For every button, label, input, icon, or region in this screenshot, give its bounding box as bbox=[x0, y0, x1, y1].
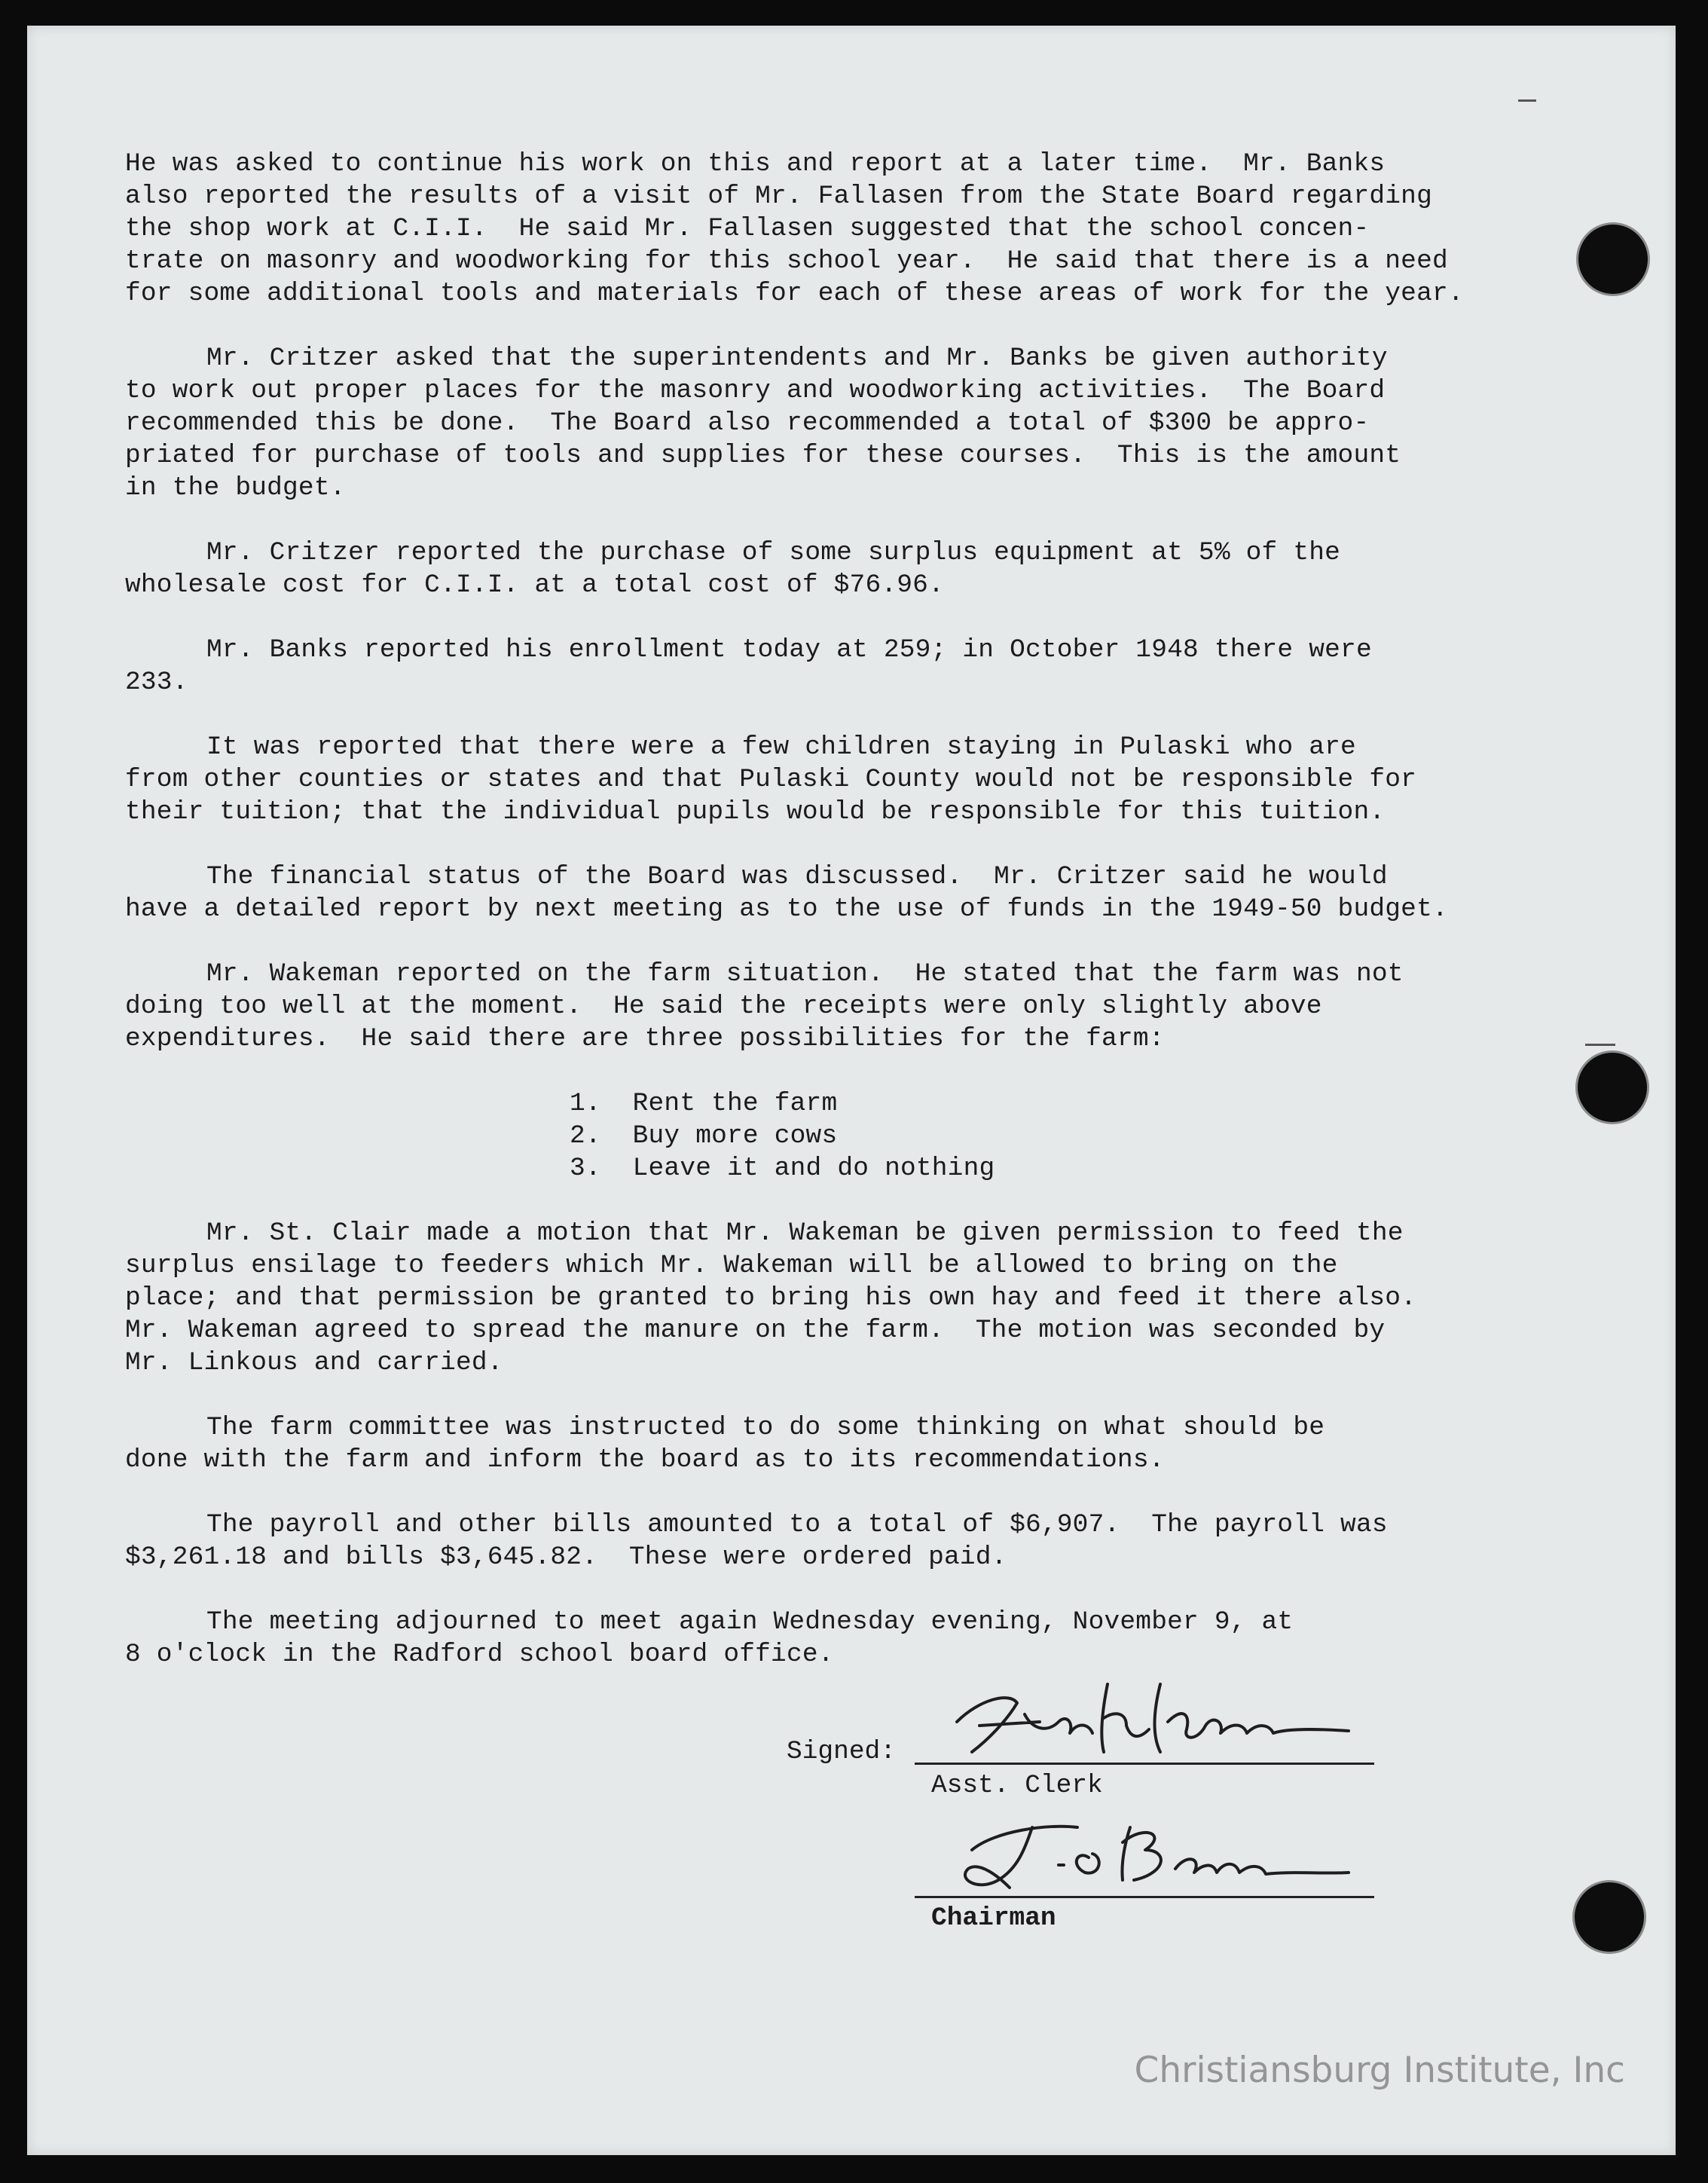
paragraph bbox=[125, 342, 1541, 504]
watermark: Christiansburg Institute, Inc bbox=[1134, 2050, 1625, 2091]
punch-hole-middle bbox=[1578, 1053, 1647, 1122]
text-line: done with the farm and inform the board as to its recommendations. bbox=[125, 1445, 1165, 1475]
text-line: 233. bbox=[125, 668, 188, 697]
text-line: also reported the results of a visit of Mr. Fallasen from the State Board regarding bbox=[125, 182, 1432, 211]
paragraph bbox=[125, 537, 1541, 601]
text-line: to work out proper places for the masonry and woodworking activities. The Board bbox=[125, 376, 1386, 405]
punch-hole-top bbox=[1578, 225, 1648, 294]
text-line: Mr. Banks reported his enrollment today at 259; in October 1948 there were bbox=[206, 635, 1372, 665]
text-line: the shop work at C.I.I. He said Mr. Fallasen suggested that the school concen- bbox=[125, 214, 1370, 243]
paragraphs-after-list bbox=[125, 1217, 1541, 1671]
text-line: doing too well at the moment. He said the receipts were only slightly above bbox=[125, 992, 1322, 1021]
chairman-signature bbox=[927, 1805, 1379, 1903]
clerk-title: Asst. Clerk bbox=[931, 1771, 1103, 1800]
text-line: place; and that permission be granted to bring his own hay and feed it there also. bbox=[125, 1283, 1417, 1313]
text-line: surplus ensilage to feeders which Mr. Wakeman will be allowed to bring on the bbox=[125, 1251, 1338, 1280]
text-line: Mr. Critzer asked that the superintendents and Mr. Banks be given authority bbox=[206, 344, 1388, 373]
possibilities-list bbox=[125, 1087, 1541, 1185]
text-line: Mr. Linkous and carried. bbox=[125, 1348, 503, 1377]
text-line: priated for purchase of tools and supplies for these courses. This is the amount bbox=[125, 441, 1401, 470]
text-line: from other counties or states and that Pulaski County would not be responsible for bbox=[125, 765, 1417, 794]
text-line: $3,261.18 and bills $3,645.82. These were ordered paid. bbox=[125, 1542, 1007, 1572]
page-mark bbox=[1585, 1044, 1615, 1046]
text-line: The financial status of the Board was discussed. Mr. Critzer said he would bbox=[206, 862, 1388, 891]
list-item: 1. Rent the farm bbox=[570, 1089, 838, 1118]
text-line: recommended this be done. The Board also recommended a total of $300 be appro- bbox=[125, 408, 1370, 438]
paragraph bbox=[125, 861, 1541, 925]
text-line: wholesale cost for C.I.I. at a total cost of $76.96. bbox=[125, 570, 944, 600]
paragraph bbox=[125, 1411, 1541, 1476]
text-line: The farm committee was instructed to do some thinking on what should be bbox=[206, 1413, 1325, 1442]
paragraph bbox=[125, 1606, 1541, 1671]
text-line: trate on masonry and woodworking for this school year. He said that there is a need bbox=[125, 246, 1448, 276]
list-item: 2. Buy more cows bbox=[570, 1121, 838, 1151]
paragraph bbox=[125, 634, 1541, 699]
text-line: expenditures. He said there are three possibilities for the farm: bbox=[125, 1024, 1165, 1053]
text-line: their tuition; that the individual pupils would be responsible for this tuition. bbox=[125, 797, 1386, 827]
text-line: Mr. Critzer reported the purchase of some surplus equipment at 5% of the bbox=[206, 538, 1341, 567]
clerk-signature-line bbox=[915, 1763, 1374, 1765]
text-line: Mr. St. Clair made a motion that Mr. Wakeman be given permission to feed the bbox=[206, 1218, 1404, 1248]
document-body bbox=[125, 148, 1541, 1703]
paragraph bbox=[125, 958, 1541, 1055]
signed-label: Signed: bbox=[787, 1737, 896, 1766]
text-line: have a detailed report by next meeting as to the use of funds in the 1949-50 budget. bbox=[125, 894, 1448, 924]
chairman-signature-line bbox=[915, 1896, 1374, 1898]
text-line: Mr. Wakeman reported on the farm situation. He stated that the farm was not bbox=[206, 959, 1404, 989]
text-line: It was reported that there were a few children staying in Pulaski who are bbox=[206, 732, 1356, 762]
paragraph bbox=[125, 1509, 1541, 1573]
chairman-title: Chairman bbox=[931, 1903, 1056, 1933]
paragraph bbox=[125, 1217, 1541, 1379]
punch-hole-bottom bbox=[1575, 1882, 1644, 1952]
list-item: 3. Leave it and do nothing bbox=[570, 1154, 995, 1183]
text-line: Mr. Wakeman agreed to spread the manure on the farm. The motion was seconded by bbox=[125, 1316, 1386, 1345]
text-line: in the budget. bbox=[125, 473, 346, 503]
paragraph bbox=[125, 148, 1541, 310]
paragraphs-before-list bbox=[125, 148, 1541, 1055]
text-line: He was asked to continue his work on this and report at a later time. Mr. Banks bbox=[125, 149, 1386, 179]
page-mark bbox=[1518, 99, 1536, 102]
paragraph bbox=[125, 731, 1541, 828]
text-line: for some additional tools and materials for each of these areas of work for the year. bbox=[125, 279, 1464, 308]
text-line: The meeting adjourned to meet again Wednesday evening, November 9, at bbox=[206, 1607, 1294, 1637]
text-line: The payroll and other bills amounted to a total of $6,907. The payroll was bbox=[206, 1510, 1388, 1539]
text-line: 8 o'clock in the Radford school board office. bbox=[125, 1640, 834, 1669]
clerk-signature bbox=[934, 1669, 1371, 1767]
